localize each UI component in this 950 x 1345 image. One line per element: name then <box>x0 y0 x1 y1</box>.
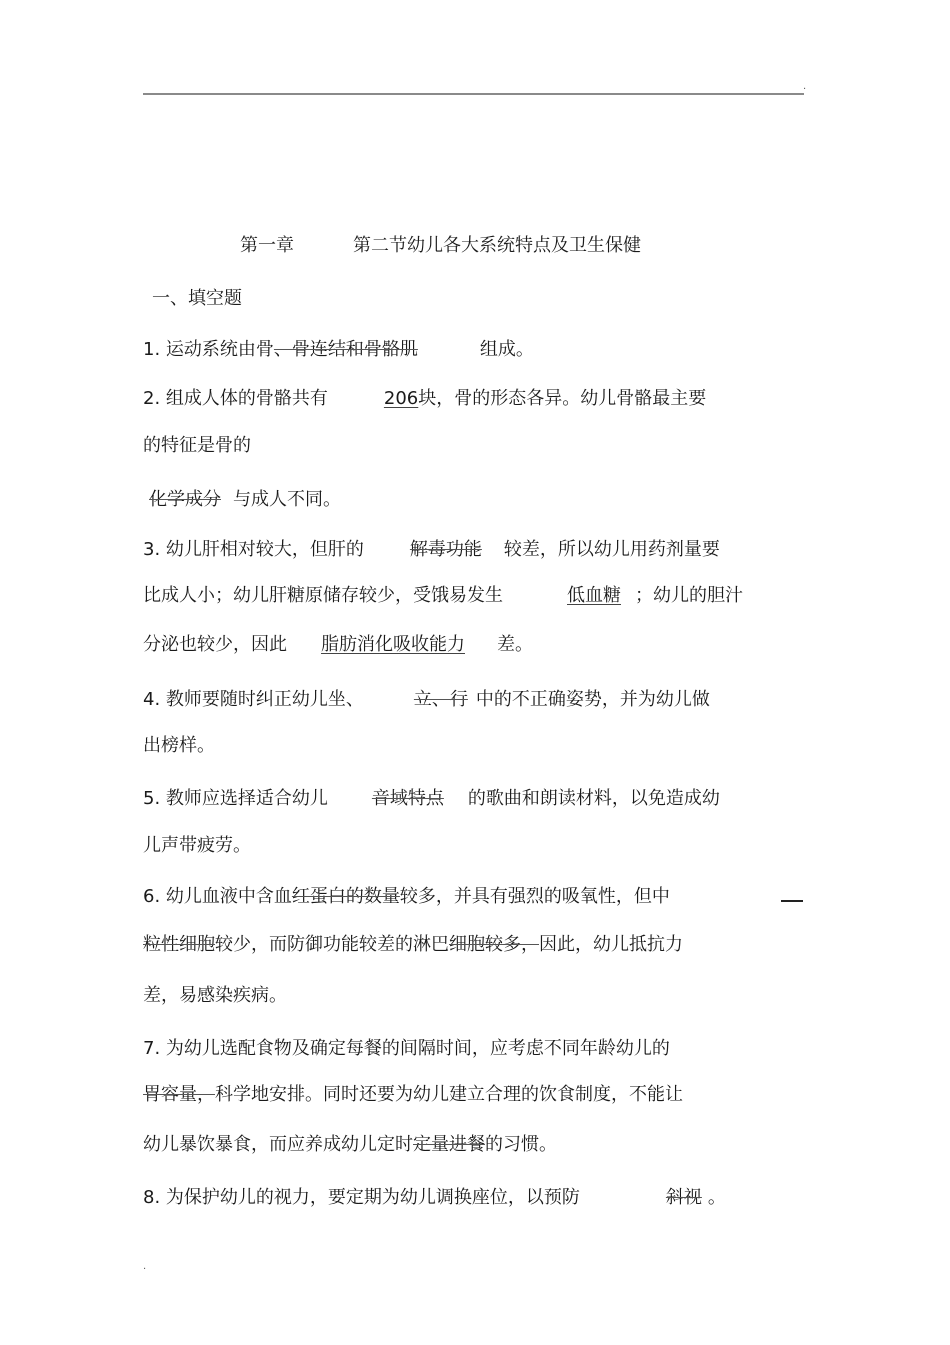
q7-text-end: 的习惯。 <box>485 1134 557 1155</box>
question-2-line3 <box>143 488 341 512</box>
question-1 <box>143 338 534 362</box>
header-dot: . <box>803 81 807 92</box>
q8-answer: 斜视 <box>665 1187 702 1208</box>
question-2 <box>143 387 706 411</box>
q6-blank-dash <box>781 900 803 902</box>
q3-text-mid: 较差，所以幼儿用药剂量要 <box>503 539 720 560</box>
q3-answer-3: 脂肪消化吸收能力 <box>321 634 465 655</box>
q2-answer: 206 <box>383 388 419 409</box>
q4-text: 4. 教师要随时纠正幼儿坐、 <box>143 689 364 710</box>
q1-text-end: 组成。 <box>479 339 534 360</box>
q4-answer: 立、行 <box>413 689 468 710</box>
question-5-line2 <box>143 834 251 858</box>
q6-text-2: 较少，而防御功能较差的淋巴 <box>215 934 449 955</box>
q6-text-end: 差，易感染疾病。 <box>143 985 287 1006</box>
question-3-line2 <box>143 584 743 608</box>
q6-answer-1: 红蛋白的数量 <box>291 886 400 907</box>
q2-answer-2: 化学成分 <box>149 489 221 510</box>
question-3 <box>143 538 720 562</box>
q3-text-2: 比成人小；幼儿肝糖原储存较少，受饿易发生 <box>143 585 503 606</box>
q4-text-mid: 中的不正确姿势，并为幼儿做 <box>475 689 710 710</box>
question-6 <box>143 885 670 909</box>
q7-text-2: 科学地安排。同时还要为幼儿建立合理的饮食制度，不能让 <box>215 1084 683 1105</box>
question-6-line3 <box>143 984 287 1008</box>
footer-dot: . <box>143 1261 147 1272</box>
q7-answer-2: 定量进餐 <box>413 1134 485 1155</box>
question-8 <box>143 1186 726 1210</box>
q5-text-end: 儿声带疲劳。 <box>143 835 251 856</box>
q7-text-3: 幼儿暴饮暴食，而应养成幼儿定时 <box>143 1134 413 1155</box>
question-5 <box>143 787 720 811</box>
q3-answer-1: 解毒功能 <box>409 539 482 560</box>
q6-text: 6. 幼儿血液中含血 <box>143 886 292 907</box>
q5-text: 5. 教师应选择适合幼儿 <box>143 788 328 809</box>
question-6-line2 <box>143 933 683 957</box>
q1-text: 1. 运动系统由骨 <box>143 339 274 360</box>
q7-text: 7. 为幼儿选配食物及确定每餐的间隔时间，应考虑不同年龄幼儿的 <box>143 1038 670 1059</box>
q3-text-end: 差。 <box>497 634 533 655</box>
q4-text-end: 出榜样。 <box>143 735 215 756</box>
q6-text-3: 因此，幼儿抵抗力 <box>539 934 683 955</box>
q5-answer: 音域特点 <box>371 788 444 809</box>
question-4-line2 <box>143 734 215 758</box>
question-4 <box>143 688 710 712</box>
q3-answer-2: 低血糖 <box>567 585 621 606</box>
section-heading: 一、填空题 <box>152 288 242 309</box>
q7-answer-1: 胃容量， <box>143 1084 215 1105</box>
q8-text: 8. 为保护幼儿的视力，要定期为幼儿调换座位，以预防 <box>143 1187 580 1208</box>
q2-text-2: 的特征是骨的 <box>143 435 251 456</box>
q3-text: 3. 幼儿肝相对较大，但肝的 <box>143 539 364 560</box>
question-2-line2 <box>143 434 251 458</box>
q3-text-3: ；幼儿的胆汁 <box>635 585 743 606</box>
section-title: 第二节幼儿各大系统特点及卫生保健 <box>353 235 641 256</box>
question-7 <box>143 1037 670 1061</box>
question-3-line3 <box>143 633 533 657</box>
question-7-line3 <box>143 1133 557 1157</box>
chapter-title: 第一章 <box>240 235 294 256</box>
q2-text-mid: 块，骨的形态各异。幼儿骨骼最主要 <box>418 388 707 409</box>
header-rule <box>143 93 804 95</box>
q5-text-mid: 的歌曲和朗读材料，以免造成幼 <box>467 788 720 809</box>
question-7-line2 <box>143 1083 683 1107</box>
q6-answer-3: 细胞较多， <box>449 934 539 955</box>
q8-text-end: 。 <box>707 1187 726 1208</box>
q6-answer-2: 粒性细胞 <box>143 934 215 955</box>
q6-text-mid: 较多，并具有强烈的吸氧性，但中 <box>399 886 670 907</box>
q2-text-end: 与成人不同。 <box>233 489 341 510</box>
q1-answer: 、骨连结和骨骼肌 <box>273 339 418 360</box>
q3-text-4: 分泌也较少，因此 <box>143 634 287 655</box>
q2-text: 2. 组成人体的骨骼共有 <box>143 388 328 409</box>
